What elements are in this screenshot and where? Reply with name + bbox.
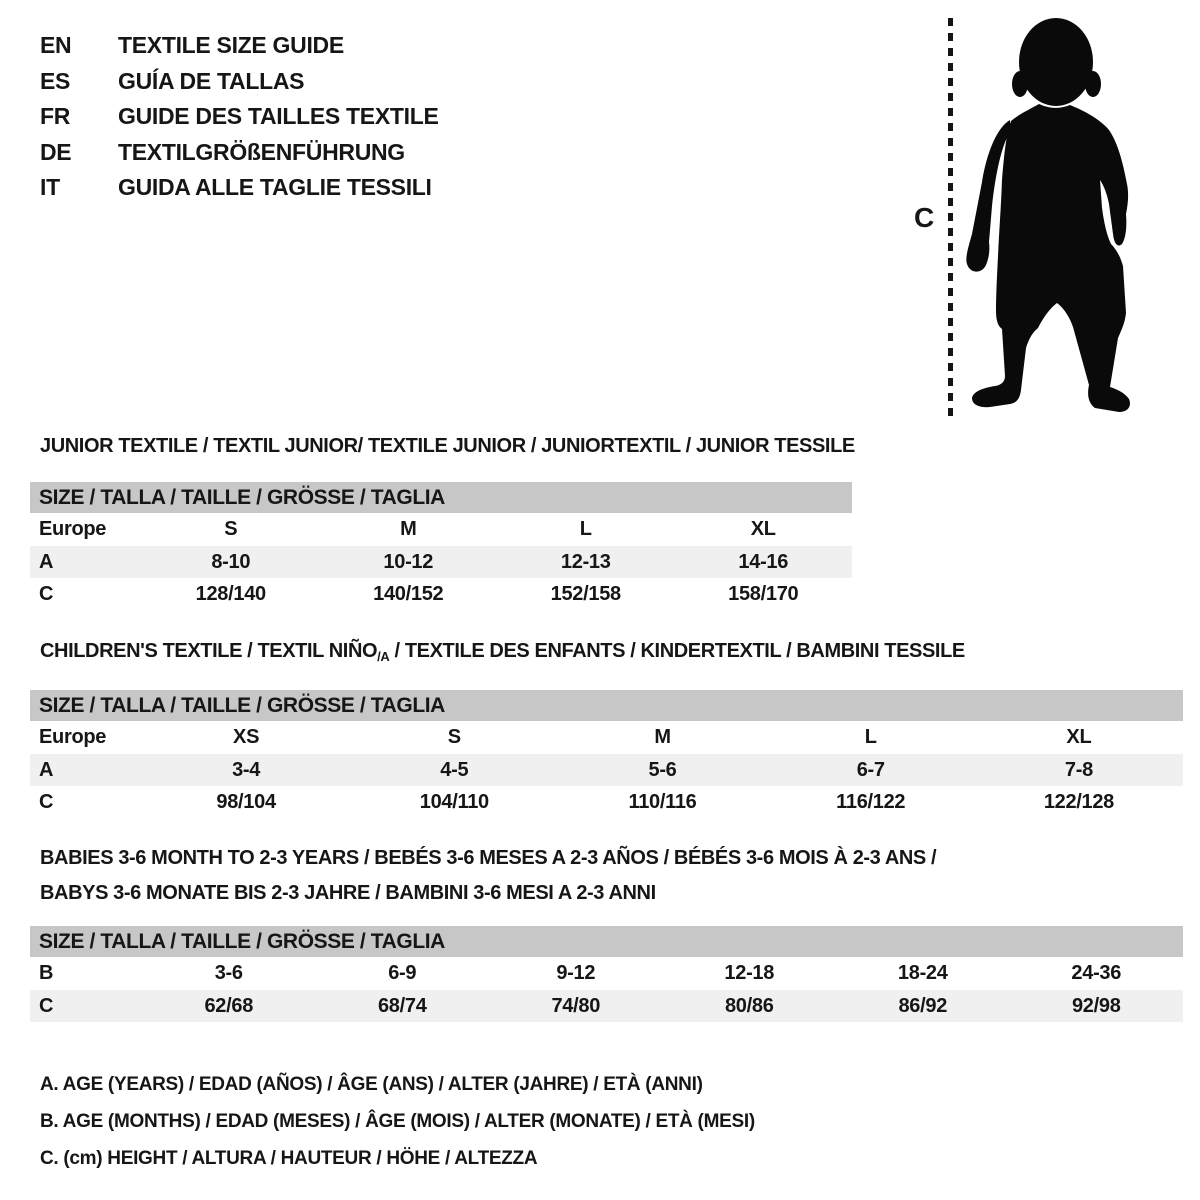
age-cell: 24-36: [1071, 962, 1122, 984]
height-measurement-figure: [900, 0, 1200, 425]
age-cell: 3-6: [214, 962, 243, 984]
table-row-height-cm: [30, 578, 852, 611]
table-row-age-years: [30, 546, 852, 579]
babies-size-table: [30, 926, 1183, 1022]
size-cell: S: [447, 726, 461, 748]
row-label: C: [39, 583, 54, 605]
size-cell: XL: [1066, 726, 1092, 748]
size-cell: L: [864, 726, 877, 748]
height-cell: 80/86: [724, 994, 774, 1017]
age-cell: 8-10: [211, 550, 251, 573]
lang-row-it: [40, 170, 439, 206]
lang-code: ES: [40, 67, 71, 94]
size-cell: M: [654, 726, 671, 748]
height-cell: 110/116: [628, 791, 697, 813]
children-title-pre: CHILDREN'S TEXTILE / TEXTIL NIÑO: [40, 640, 378, 662]
lang-code: DE: [40, 138, 72, 165]
children-section-title: [40, 640, 965, 668]
size-cell: XL: [750, 518, 776, 540]
guide-title-fr: GUIDE DES TAILLES TEXTILE: [118, 103, 439, 130]
age-cell: 12-13: [560, 550, 611, 573]
row-label: Europe: [39, 518, 107, 540]
guide-title-en: TEXTILE SIZE GUIDE: [118, 32, 344, 59]
age-cell: 14-16: [738, 550, 789, 573]
height-cell: 128/140: [195, 583, 266, 605]
legend-age-years: A. AGE (YEARS) / EDAD (AÑOS) / ÂGE (ANS) / ALTER (JAHRE) / ETÀ (ANNI): [40, 1074, 703, 1095]
age-cell: 7-8: [1064, 758, 1093, 781]
age-cell: 12-18: [724, 962, 775, 984]
children-title-subscript: /A: [377, 649, 390, 664]
height-cell: 98/104: [216, 791, 276, 813]
lang-code: FR: [40, 103, 71, 130]
lang-row-en: [40, 28, 439, 64]
guide-title-es: GUÍA DE TALLAS: [118, 67, 305, 94]
age-cell: 6-7: [856, 758, 885, 781]
height-measure-c-label: C: [914, 202, 935, 233]
babies-table-size-header: SIZE / TALLA / TAILLE / GRÖSSE / TAGLIA: [30, 926, 1183, 957]
lang-row-de: [40, 135, 439, 171]
size-cell: L: [579, 518, 592, 540]
height-cell: 62/68: [204, 994, 254, 1017]
row-label: C: [39, 791, 54, 813]
height-cell: 140/152: [373, 583, 444, 605]
height-cell: 74/80: [551, 994, 601, 1017]
age-cell: 3-4: [232, 758, 261, 781]
height-cell: 116/122: [836, 791, 906, 813]
height-cell: 152/158: [550, 583, 621, 605]
lang-code: IT: [40, 174, 60, 201]
children-size-table: [30, 690, 1183, 819]
children-table-size-header: SIZE / TALLA / TAILLE / GRÖSSE / TAGLIA: [30, 690, 1183, 721]
junior-table-size-header: SIZE / TALLA / TAILLE / GRÖSSE / TAGLIA: [30, 482, 852, 513]
height-cell: 92/98: [1071, 994, 1121, 1017]
table-row-height-cm: [30, 786, 1183, 819]
row-label: Europe: [39, 726, 107, 748]
guide-title-de: TEXTILGRÖßENFÜHRUNG: [118, 138, 405, 165]
table-row-age-months: [30, 957, 1183, 990]
table-row-europe: [30, 721, 1183, 754]
height-cell: 86/92: [898, 994, 948, 1017]
lang-code: EN: [40, 32, 72, 59]
children-title-post: / TEXTILE DES ENFANTS / KINDERTEXTIL / BAMBINI TESSILE: [389, 640, 965, 662]
row-label: B: [39, 962, 54, 984]
babies-section-title-line2: BABYS 3-6 MONATE BIS 2-3 JAHRE / BAMBINI 3-6 MESI A 2-3 ANNI: [40, 882, 656, 904]
size-cell: S: [224, 518, 238, 540]
table-row-age-years: [30, 754, 1183, 787]
size-cell: M: [400, 518, 417, 540]
age-cell: 18-24: [897, 962, 948, 984]
junior-size-table: [30, 482, 852, 611]
height-dashed-line: [948, 18, 953, 416]
age-cell: 9-12: [556, 962, 596, 984]
toddler-silhouette-icon: [960, 8, 1140, 418]
height-cell: 158/170: [728, 583, 799, 605]
measurement-legend: [40, 1066, 755, 1177]
language-title-block: [40, 28, 439, 206]
height-cell: 68/74: [377, 994, 427, 1017]
age-cell: 4-5: [440, 758, 469, 781]
size-cell: XS: [233, 726, 260, 748]
lang-row-es: [40, 64, 439, 100]
row-label: A: [39, 758, 54, 781]
junior-section-title: JUNIOR TEXTILE / TEXTIL JUNIOR/ TEXTILE JUNIOR / JUNIORTEXTIL / JUNIOR TESSILE: [40, 435, 855, 457]
table-row-height-cm: [30, 990, 1183, 1023]
babies-section-title-line1: BABIES 3-6 MONTH TO 2-3 YEARS / BEBÉS 3-6 MESES A 2-3 AÑOS / BÉBÉS 3-6 MOIS À 2-3 ANS /: [40, 847, 937, 869]
age-cell: 10-12: [383, 550, 434, 573]
row-label: A: [39, 550, 54, 573]
lang-row-fr: [40, 99, 439, 135]
height-cell: 104/110: [419, 791, 489, 813]
age-cell: 5-6: [648, 758, 677, 781]
age-cell: 6-9: [388, 962, 417, 984]
legend-age-months: B. AGE (MONTHS) / EDAD (MESES) / ÂGE (MOIS) / ALTER (MONATE) / ETÀ (MESI): [40, 1111, 755, 1132]
row-label: C: [39, 994, 54, 1017]
table-row-europe: [30, 513, 852, 546]
guide-title-it: GUIDA ALLE TAGLIE TESSILI: [118, 174, 432, 201]
height-cell: 122/128: [1043, 791, 1115, 813]
legend-height-cm: C. (cm) HEIGHT / ALTURA / HAUTEUR / HÖHE / ALTEZZA: [40, 1148, 538, 1169]
